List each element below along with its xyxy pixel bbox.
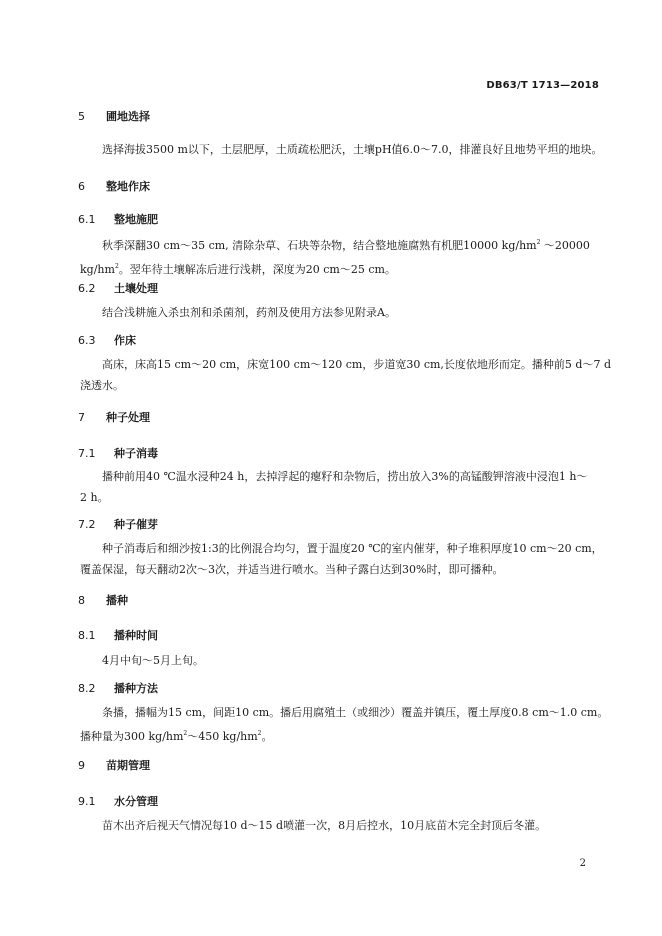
text-segment: kg/hm <box>80 263 115 276</box>
heading-title: 土壤处理 <box>114 282 158 295</box>
paragraph-5 <box>80 139 603 160</box>
text-segment: 。 <box>261 730 273 743</box>
heading-6-3 <box>78 332 136 348</box>
paragraph-7-2 <box>80 538 603 580</box>
paragraph-7-1 <box>80 466 600 508</box>
page-number: 2 <box>579 858 586 869</box>
text-line: 结合浅耕施入杀虫剂和杀菌剂，药剂及使用方法参见附录A。 <box>102 306 396 319</box>
heading-number: 7.2 <box>78 518 96 531</box>
text-line: 选择海拔3500 m以下，土层肥厚，土质疏松肥沃，土壤pH值6.0～7.0，排灌良好且地势平坦的地块。 <box>102 143 603 156</box>
text-segment: 播种量为300 kg/hm <box>80 730 184 743</box>
text-line: 4月中旬～5月上旬。 <box>102 654 204 667</box>
text-segment: 。翌年待土壤解冻后进行浅耕，深度为20 cm～25 cm。 <box>118 263 396 276</box>
heading-title: 种子消毒 <box>114 447 158 460</box>
heading-title: 整地施肥 <box>114 213 158 226</box>
text-segment: 秋季深翻30 cm～35 cm, 清除杂草、石块等杂物，结合整地施腐熟有机肥10000 kg/hm <box>102 239 537 252</box>
heading-8 <box>78 592 128 608</box>
text-line: 高床，床高15 cm～20 cm，床宽100 cm～120 cm，步道宽30 cm,长度依地形而定。播种前5 d～7 d <box>102 358 611 371</box>
superscript: 2 <box>257 730 262 737</box>
text-segment: ～20000 <box>540 239 590 252</box>
heading-number: 8.2 <box>78 682 96 695</box>
text-line: 条播，播幅为15 cm，间距10 cm。播后用腐殖土（或细沙）覆盖并镇压，覆土厚度0.8 cm～1.0 cm。 <box>102 706 609 719</box>
heading-5 <box>78 108 150 124</box>
text-line: 浇透水。 <box>80 379 124 392</box>
heading-6-1 <box>78 211 158 227</box>
paragraph-6-1 <box>80 232 600 280</box>
heading-title: 种子处理 <box>106 411 150 424</box>
heading-number: 6 <box>78 180 85 193</box>
standard-code-header: DB63/T 1713—2018 <box>486 80 599 91</box>
text-line <box>80 232 600 256</box>
heading-7 <box>78 409 150 425</box>
heading-6 <box>78 178 150 194</box>
heading-number: 6.1 <box>78 213 96 226</box>
heading-number: 7 <box>78 411 85 424</box>
heading-number: 8.1 <box>78 629 96 642</box>
heading-title: 播种时间 <box>114 629 158 642</box>
heading-9-1 <box>78 793 158 809</box>
heading-number: 6.2 <box>78 282 96 295</box>
heading-title: 苗期管理 <box>106 759 150 772</box>
superscript: 2 <box>536 239 541 246</box>
text-segment: ～450 kg/hm <box>187 730 258 743</box>
text-line: 播种前用40 ℃温水浸种24 h，去掉浮起的瘪籽和杂物后，捞出放入3%的高锰酸钾溶液中浸泡1 h～ <box>102 470 588 483</box>
heading-number: 5 <box>78 110 85 123</box>
paragraph-9-1 <box>80 815 600 836</box>
heading-9 <box>78 757 150 773</box>
heading-title: 整地作床 <box>106 180 150 193</box>
heading-title: 播种方法 <box>114 682 158 695</box>
paragraph-8-1 <box>80 650 600 671</box>
heading-7-1 <box>78 445 158 461</box>
heading-title: 播种 <box>106 594 128 607</box>
heading-7-2 <box>78 516 158 532</box>
text-line <box>80 723 600 747</box>
heading-title: 作床 <box>114 334 136 347</box>
text-line: 种子消毒后和细沙按1:3的比例混合均匀，置于温度20 ℃的室内催芽，种子堆积厚度10 cm～20 cm， <box>102 542 603 555</box>
text-line: 覆盖保湿，每天翻动2次～3次，并适当进行喷水。当种子露白达到30%时，即可播种。 <box>80 563 504 576</box>
heading-number: 7.1 <box>78 447 96 460</box>
heading-number: 8 <box>78 594 85 607</box>
text-line: 2 h。 <box>80 491 109 504</box>
paragraph-6-3 <box>80 354 611 396</box>
text-line <box>80 256 600 280</box>
superscript: 2 <box>183 730 188 737</box>
paragraph-8-2 <box>80 702 609 747</box>
heading-number: 6.3 <box>78 334 96 347</box>
paragraph-6-2 <box>80 302 600 323</box>
heading-title: 圃地选择 <box>106 110 150 123</box>
heading-number: 9.1 <box>78 795 96 808</box>
heading-8-1 <box>78 627 158 643</box>
heading-title: 水分管理 <box>114 795 158 808</box>
heading-title: 种子催芽 <box>114 518 158 531</box>
text-line: 苗木出齐后视天气情况每10 d～15 d喷灌一次，8月后控水，10月底苗木完全封顶后冬灌。 <box>102 819 547 832</box>
heading-8-2 <box>78 680 158 696</box>
heading-number: 9 <box>78 759 85 772</box>
heading-6-2 <box>78 280 158 296</box>
superscript: 2 <box>114 263 119 270</box>
